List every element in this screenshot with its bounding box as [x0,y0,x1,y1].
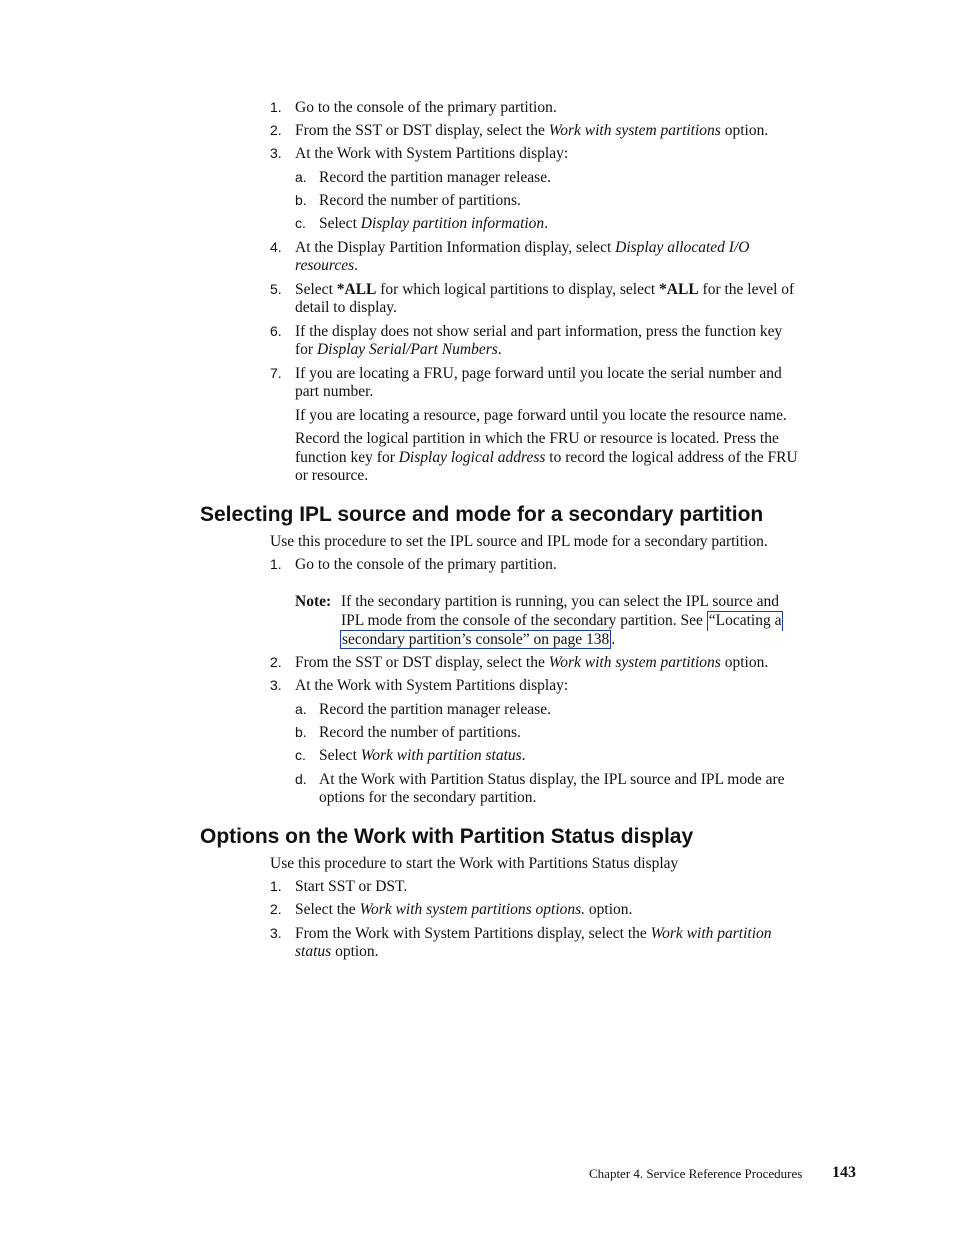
step-text: If the display does not show serial and part information, press the function key [295,323,783,340]
step-paragraph: Record the logical partition in which the FRU or resource is located. Press the [295,430,779,447]
step-text-continuation: part number. [295,383,374,400]
substep-letter: a. [295,701,307,717]
step-number: 1. [270,556,282,572]
step-number: 6. [270,323,282,339]
step-number: 3. [270,925,282,941]
step-text-continuation [295,257,358,276]
substep-letter: c. [295,215,306,231]
note-label: Note: [295,593,332,610]
section-heading: Options on the Work with Partition Status display [200,825,694,848]
step-text-part: option. [720,654,769,671]
substep-text-part: . [521,747,526,764]
step-text-part: At the Display Partition Information display, select [295,239,616,256]
step-text [295,654,768,673]
note-text-continuation [340,631,615,650]
step-text-part: for the level of [698,281,795,298]
step-text-part: Select the [295,901,360,918]
step-number: 4. [270,239,282,255]
substep-text: At the Work with Partition Status display, the IPL source and IPL mode are [319,771,785,788]
step-number: 1. [270,878,282,894]
paragraph-emphasis: Display logical address [398,449,546,466]
step-text-emphasis: Work with partition [650,925,772,942]
step-text-emphasis: Work with system partitions options. [359,901,586,918]
step-text: If you are locating a FRU, page forward until you locate the serial number and [295,365,782,382]
substep-text-part: Select [319,215,361,232]
step-text-part: From the SST or DST display, select the [295,122,549,139]
step-text [295,901,632,920]
substep-text: Record the number of partitions. [319,724,521,741]
step-paragraph-continuation: or resource. [295,467,369,484]
step-paragraph: If you are locating a resource, page forward until you locate the resource name. [295,407,787,424]
footer-chapter-title: Chapter 4. Service Reference Procedures [589,1166,803,1181]
step-number: 2. [270,901,282,917]
substep-text [319,215,548,234]
step-text-continuation [295,341,502,360]
step-number: 2. [270,654,282,670]
step-text-part: From the Work with System Partitions display, select the [295,925,651,942]
section-intro: Use this procedure to start the Work with Partitions Status display [270,855,679,872]
step-paragraph-continuation [295,449,798,468]
step-text: Start SST or DST. [295,878,408,895]
substep-text-continuation: options for the secondary partition. [319,789,537,806]
step-text-emphasis: Work with system partitions [548,122,721,139]
step-text-bold: *ALL [336,281,377,298]
step-text-continuation: detail to display. [295,299,397,316]
note-text-continuation [341,612,783,631]
step-text-part: option. [720,122,769,139]
step-text: Go to the console of the primary partition. [295,556,557,573]
section-heading: Selecting IPL source and mode for a secondary partition [200,503,764,526]
paragraph-part: function key for [295,449,399,466]
substep-letter: a. [295,169,307,185]
substep-letter: b. [295,724,307,740]
substep-text-emphasis: Display partition information [360,215,545,232]
step-text [295,122,768,141]
step-text [295,239,749,258]
step-number: 2. [270,122,282,138]
substep-text: Record the partition manager release. [319,701,551,718]
step-text [295,281,794,300]
substep-text-emphasis: Work with partition status [360,747,522,764]
step-text-bold: *ALL [659,281,699,298]
substep-text: Record the number of partitions. [319,192,521,209]
step-text-part: From the SST or DST display, select the [295,654,549,671]
substep-text-part: Select [319,747,361,764]
step-text-part: . [354,257,358,274]
step-text-part: option. [331,943,379,960]
substep-text: Record the partition manager release. [319,169,551,186]
step-number: 7. [270,365,282,381]
note-text-part: . [611,631,616,648]
step-text-emphasis: Display Serial/Part Numbers [316,341,498,358]
section-intro: Use this procedure to set the IPL source and IPL mode for a secondary partition. [270,533,768,550]
step-text-emphasis: status [295,943,332,960]
step-text-part: option. [585,901,633,918]
step-text: At the Work with System Partitions display: [295,145,569,162]
step-text-part: for which logical partitions to display, select [376,281,660,298]
substep-letter: b. [295,192,307,208]
step-text-part: . [497,341,502,358]
step-text-part: for [295,341,317,358]
cross-reference-link[interactable]: secondary partition’s console” on page 138 [342,631,610,648]
step-text-continuation [295,943,379,962]
step-number: 3. [270,145,282,161]
step-number: 3. [270,677,282,693]
cross-reference-link[interactable]: “Locating a [708,612,782,629]
substep-text [319,747,526,766]
note-text-part: IPL mode from the console of the secondary partition. See [341,612,707,629]
step-text-emphasis: Work with system partitions [548,654,721,671]
note-text: If the secondary partition is running, you can select the IPL source and [341,593,780,610]
step-text-emphasis: Display allocated I/O [615,239,750,256]
step-number: 5. [270,281,282,297]
step-number: 1. [270,99,282,115]
step-text: At the Work with System Partitions display: [295,677,569,694]
step-text-part: Select [295,281,337,298]
step-text [295,925,772,944]
paragraph-part: to record the logical address of the FRU [545,449,798,466]
substep-text-part: . [544,215,549,232]
step-text-emphasis: resources [295,257,355,274]
page-number: 143 [832,1164,856,1181]
substep-letter: c. [295,747,306,763]
step-text: Go to the console of the primary partition. [295,99,557,116]
substep-letter: d. [295,771,307,787]
